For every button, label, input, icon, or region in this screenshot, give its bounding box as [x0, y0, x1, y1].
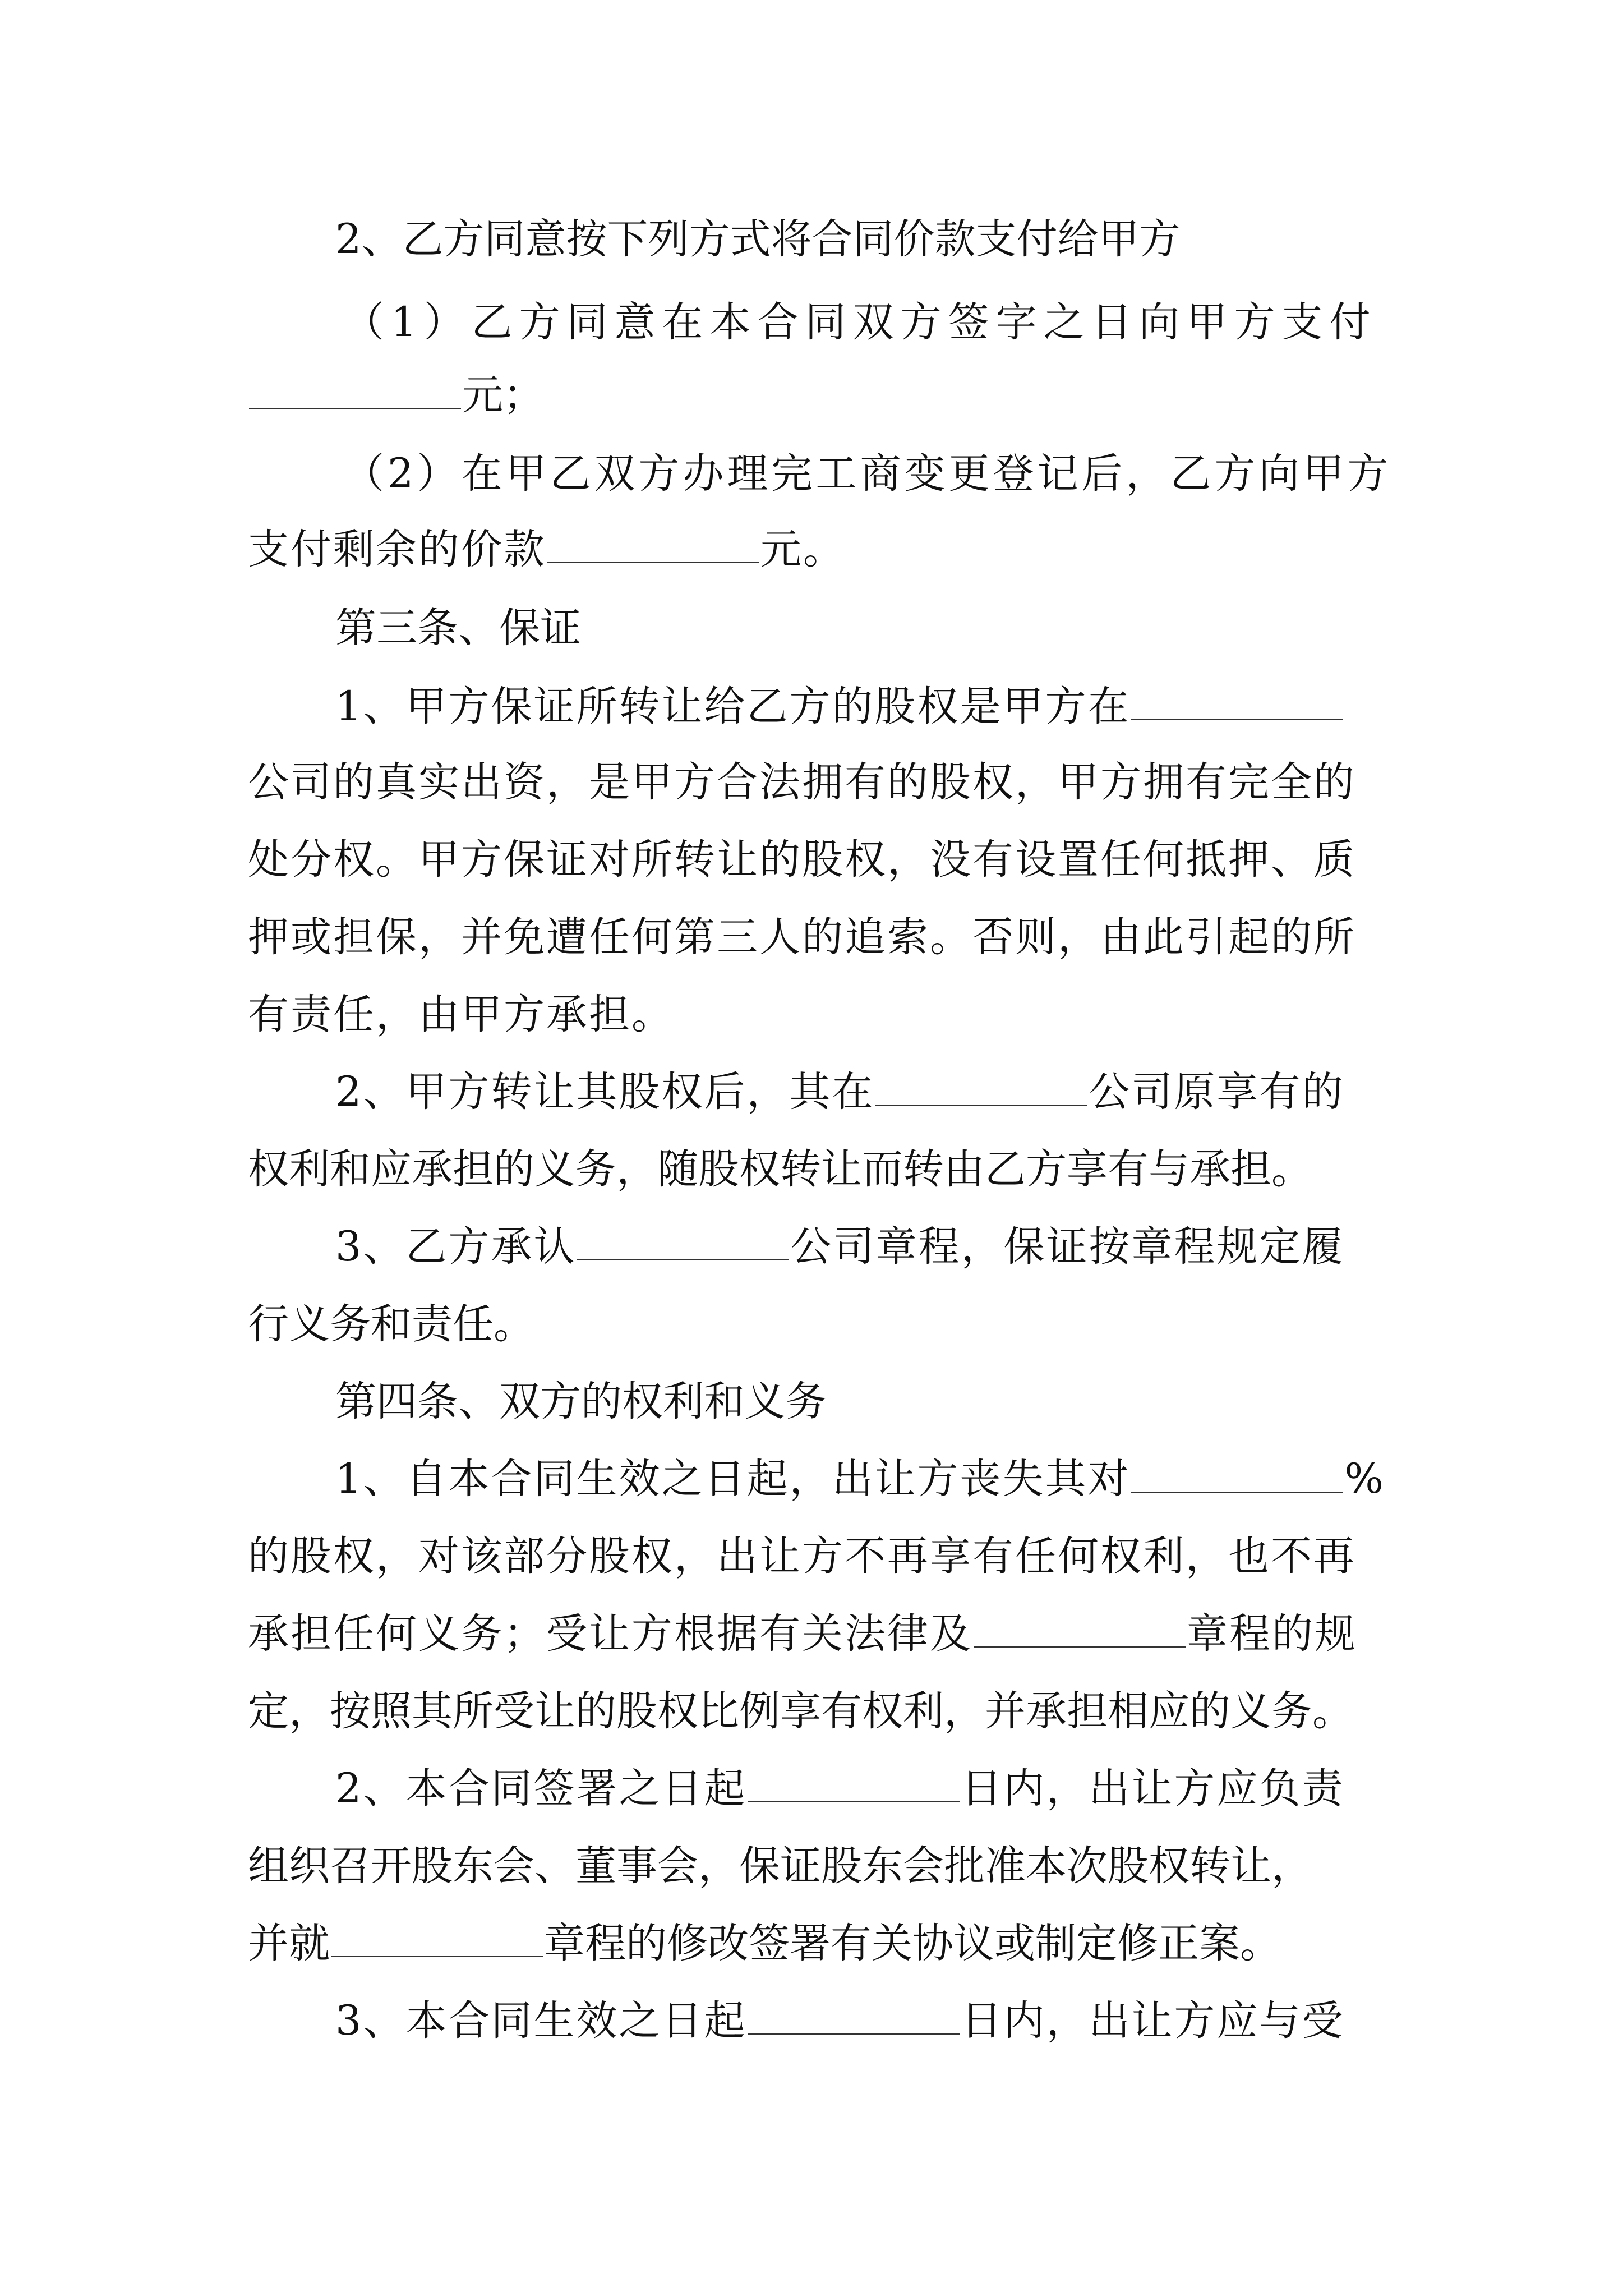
text-line — [335, 209, 1468, 270]
text-line — [248, 907, 1381, 968]
blank-underline — [974, 1613, 1186, 1648]
line-text: 3、乙方承认 — [335, 1223, 577, 1271]
text-line — [343, 292, 1476, 353]
line-text: 元。 — [760, 526, 846, 573]
line-text: 公司原享有的 — [1089, 1068, 1345, 1116]
line-text: 1、甲方保证所转让给乙方的股权是甲方在 — [335, 683, 1131, 730]
line-text: 支付剩余的价款 — [248, 526, 546, 573]
blank-underline — [547, 528, 759, 563]
text-line — [343, 443, 1476, 505]
blank-underline — [249, 374, 461, 409]
line-text: 日内，出让方应与受 — [961, 1997, 1345, 2045]
text-line — [248, 984, 1381, 1046]
line-text: 处分权。甲方保证对所转让的股权，没有设置任何抵押、质 — [248, 836, 1356, 884]
text-line — [335, 676, 1468, 738]
line-text: 2、本合同签署之日起 — [335, 1765, 747, 1812]
text-line — [248, 1835, 1381, 1897]
line-text: 承担任何义务；受让方根据有关法律及 — [248, 1610, 972, 1658]
line-text: 2、甲方转让其股权后，其在 — [335, 1068, 875, 1116]
line-text: 公司的真实出资，是甲方合法拥有的股权，甲方拥有完全的 — [248, 758, 1356, 806]
text-line — [248, 752, 1381, 813]
line-text: 的股权，对该部分股权，出让方不再享有任何权利，也不再 — [248, 1533, 1356, 1580]
text-line — [248, 1294, 1381, 1355]
text-line — [335, 1448, 1468, 1510]
blank-underline — [1131, 1458, 1343, 1493]
blank-underline — [1131, 685, 1343, 720]
text-line — [248, 365, 1381, 426]
line-text: 章程的修改签署有关协议或制定修正案。 — [544, 1920, 1281, 1967]
line-text: 1、自本合同生效之日起，出让方丧失其对 — [335, 1455, 1131, 1503]
line-text: 并就 — [248, 1920, 330, 1967]
blank-underline — [748, 2000, 960, 2035]
line-text: 日内，出让方应负责 — [961, 1765, 1345, 1812]
text-line — [335, 1061, 1468, 1123]
line-text: % — [1344, 1455, 1385, 1503]
blank-underline — [748, 1768, 960, 1802]
line-text: 有责任，由甲方承担。 — [248, 991, 674, 1038]
text-line — [248, 1526, 1381, 1588]
text-line — [335, 1758, 1468, 1820]
line-text: 押或担保，并免遭任何第三人的追索。否则，由此引起的所 — [248, 913, 1356, 961]
text-line — [248, 829, 1381, 891]
section-heading — [335, 597, 1468, 659]
heading-text: 第三条、保证 — [335, 604, 581, 652]
line-text: 2、乙方同意按下列方式将合同价款支付给甲方 — [335, 215, 1181, 263]
text-line — [248, 1913, 1381, 1975]
line-text: 权利和应承担的义务，随股权转让而转由乙方享有与承担。 — [248, 1145, 1312, 1193]
line-text: 章程的规 — [1187, 1610, 1357, 1658]
line-text: （2）在甲乙双方办理完工商变更登记后，乙方向甲方 — [343, 450, 1392, 498]
text-line — [335, 1990, 1468, 2052]
line-text: 元； — [462, 371, 544, 419]
line-text: 定，按照其所受让的股权比例享有权利，并承担相应的义务。 — [248, 1687, 1353, 1735]
line-text: 3、本合同生效之日起 — [335, 1997, 747, 2045]
text-line — [248, 1603, 1381, 1665]
section-heading — [335, 1371, 1468, 1433]
heading-text: 第四条、双方的权利和义务 — [335, 1378, 827, 1425]
line-text: 公司章程，保证按章程规定履 — [790, 1223, 1345, 1271]
text-line — [248, 519, 1381, 581]
blank-underline — [331, 1922, 543, 1957]
blank-underline — [875, 1071, 1087, 1106]
line-text: 组织召开股东会、董事会，保证股东会批准本次股权转让， — [248, 1842, 1312, 1890]
text-line — [248, 1139, 1381, 1200]
blank-underline — [577, 1226, 789, 1260]
line-text: 行义务和责任。 — [248, 1300, 534, 1348]
line-text: （1）乙方同意在本合同双方签字之日向甲方支付 — [343, 298, 1377, 346]
text-line — [248, 1681, 1381, 1742]
text-line — [335, 1216, 1468, 1278]
